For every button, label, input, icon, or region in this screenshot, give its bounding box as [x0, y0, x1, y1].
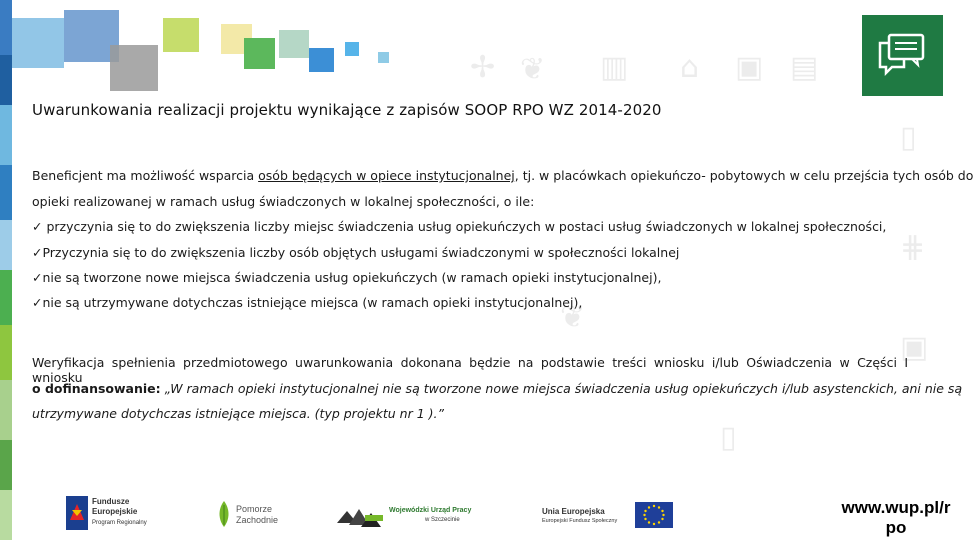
decor-square [378, 52, 389, 63]
intro-text: Beneficjent ma możliwość wsparcia [32, 168, 259, 183]
wup-emblem-icon [337, 501, 385, 531]
decor-square [309, 48, 334, 72]
fundusze-europejskie-logo [66, 493, 166, 533]
intro-line-1 [32, 168, 973, 183]
logo-text: Europejski Fundusz Społeczny [542, 518, 618, 524]
logo-text: Unia Europejska [542, 507, 605, 516]
stripe-segment [0, 440, 12, 490]
stripe-segment [0, 325, 12, 380]
logo-text: Wojewódzki Urząd Pracy [389, 507, 472, 514]
tram-icon: ▣ [900, 330, 929, 365]
logo-text: Pomorze [236, 504, 273, 514]
stripe-segment [0, 105, 12, 165]
logo-text: Fundusze [92, 497, 130, 506]
page-title: Uwarunkowania realizacji projektu wynikające z zapisów SOOP RPO WZ 2014-2020 [32, 101, 662, 119]
intro-line-2: opieki realizowanej w ramach usług świadczonych w lokalnej społeczności, o ile: [32, 194, 535, 209]
house-icon: ⌂ [680, 50, 700, 85]
decor-square [12, 18, 64, 68]
fe-star-icon [66, 496, 88, 530]
stripe-segment [0, 490, 12, 540]
decor-square [110, 45, 158, 91]
decor-square [345, 42, 359, 56]
verification-line-2 [32, 381, 963, 396]
decor-square [279, 30, 309, 58]
check-item: ✓nie są tworzone nowe miejsca świadczenia usług opiekuńczych (w ramach opieki instytucjonalnej), [32, 270, 662, 285]
wind-turbine-icon: ✢ [470, 50, 496, 85]
wup-szczecin-logo [337, 493, 487, 533]
fence-icon: ⋕ [900, 230, 926, 265]
stripe-segment [0, 270, 12, 325]
decor-square [163, 18, 199, 52]
unia-europejska-logo [540, 493, 680, 533]
intro-underlined-text: osób będących w opiece instytucjonalnej [258, 168, 515, 183]
verification-line-3: utrzymywane dotychczas istniejące miejsca. (typ projektu nr 1 ).” [32, 406, 444, 421]
verification-italic-text: „W ramach opieki instytucjonalnej nie są tworzone nowe miejsca świadczenia usług opiekuńczych i/lub asystenckich, ani nie są [160, 381, 963, 396]
building-icon: ▥ [600, 50, 629, 85]
stripe-segment [0, 55, 12, 105]
tram-icon: ▣ [735, 50, 764, 85]
stripe-segment [0, 380, 12, 440]
intro-text: , tj. w placówkach opiekuńczo- pobytowych w celu przejścia tych osób do [514, 168, 973, 183]
verification-line-1: Weryfikacja spełnienia przedmiotowego uwarunkowania dokonana będzie na podstawie treści wniosku i/lub Oświadczenia w Części I wniosku [32, 355, 908, 385]
leaf-icon [216, 499, 232, 529]
website-text: www.wup.pl/r po [841, 498, 951, 537]
briefcase-icon: ▤ [790, 50, 819, 85]
book-icon: ▯ [720, 420, 737, 455]
chat-icon-box [862, 15, 943, 96]
chat-bubbles-icon [862, 15, 943, 96]
leaf-icon: ❦ [560, 300, 586, 335]
book-icon: ▯ [900, 120, 917, 155]
verification-bold-text: o dofinansowanie: [32, 381, 161, 396]
stripe-segment [0, 220, 12, 270]
check-item: ✓nie są utrzymywane dotychczas istniejące miejsca (w ramach opieki instytucjonalnej), [32, 295, 583, 310]
logo-text: Zachodnie [236, 515, 279, 525]
decor-square [244, 38, 275, 69]
logo-text: Europejskie [92, 507, 138, 516]
eu-flag-icon [635, 502, 673, 528]
leaf-icon: ❦ [520, 52, 546, 87]
check-item: ✓Przyczynia się to do zwiększenia liczby osób objętych usługami świadczonymi w społeczności lokalnej [32, 245, 680, 260]
logo-text: Program Regionalny [92, 520, 147, 526]
logo-text: w Szczecinie [425, 517, 460, 523]
website-link[interactable] [832, 496, 960, 540]
pomorze-zachodnie-logo [216, 493, 286, 533]
stripe-segment [0, 0, 12, 55]
check-item: ✓ przyczynia się to do zwiększenia liczby miejsc świadczenia usług opiekuńczych w postaci usług świadczonych w lokalnej społeczności, [32, 219, 887, 234]
stripe-segment [0, 165, 12, 220]
